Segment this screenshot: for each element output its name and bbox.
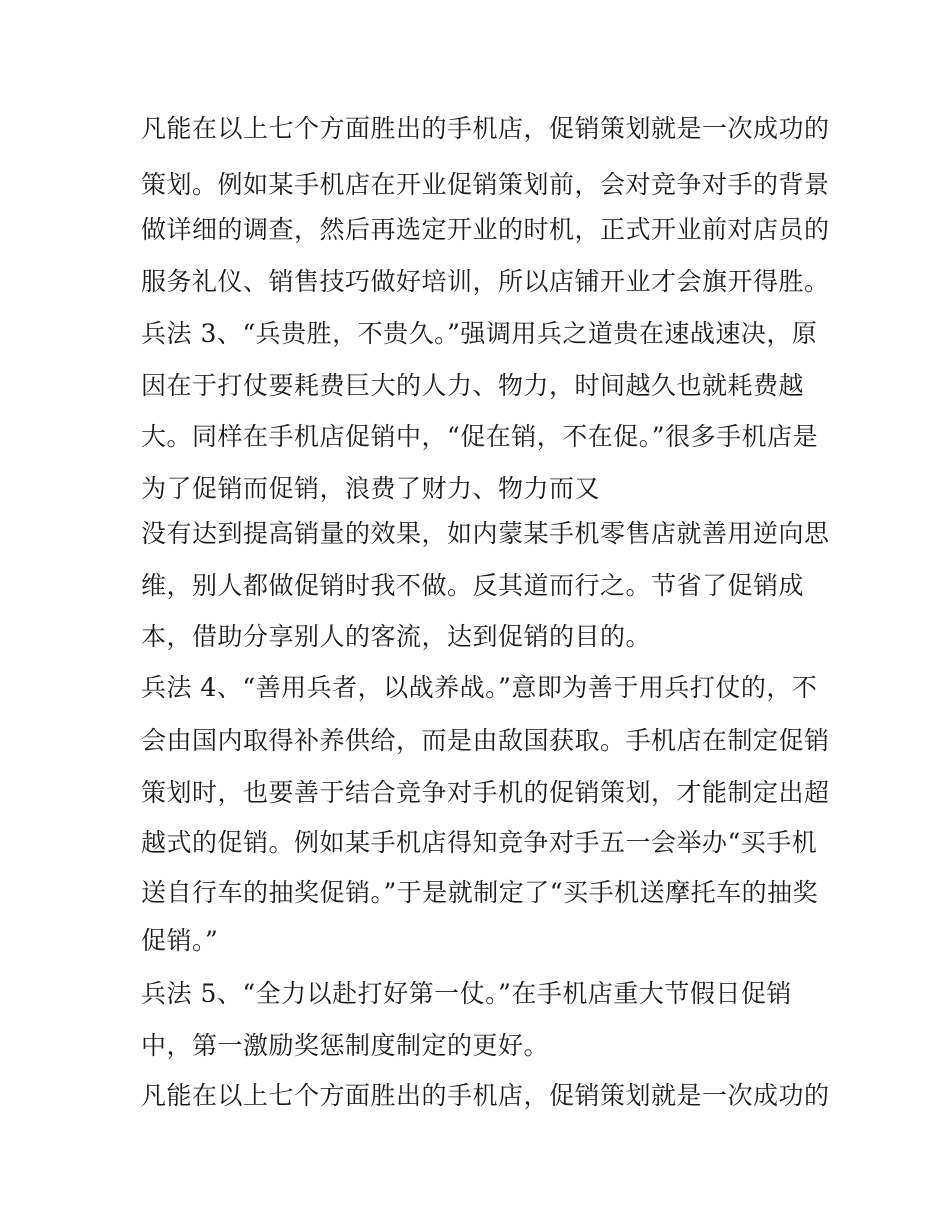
text-line: 大。同样在手机店促销中，“促在销，不在促。”很多手机店是	[141, 422, 819, 451]
text-line: 兵法 4、“善用兵者，以战养战。”意即为善于用兵打仗的，不	[141, 673, 818, 702]
text-line: 做详细的调查，然后再选定开业的时机，正式开业前对店员的	[141, 215, 830, 244]
text-line: 维，别人都做促销时我不做。反其道而行之。节省了促销成	[141, 571, 805, 600]
text-line: 促销。”	[141, 926, 219, 955]
text-line: 本，借助分享别人的客流，达到促销的目的。	[141, 622, 652, 651]
text-line: 会由国内取得补养供给，而是由敌国获取。手机店在制定促销	[141, 726, 830, 755]
text-line: 送自行车的抽奖促销。”于是就制定了“买手机送摩托车的抽奖	[141, 878, 819, 907]
text-line: 兵法 5、“全力以赴打好第一仗。”在手机店重大节假日促销	[141, 979, 792, 1008]
text-line: 凡能在以上七个方面胜出的手机店，促销策划就是一次成功的	[141, 114, 830, 143]
text-line: 为了促销而促销，浪费了财力、物力而又	[141, 474, 601, 503]
text-line: 兵法 3、“兵贵胜，不贵久。”强调用兵之道贵在速战速决，原	[141, 319, 818, 348]
text-line: 凡能在以上七个方面胜出的手机店，促销策划就是一次成功的	[141, 1081, 830, 1110]
text-line: 策划。例如某手机店在开业促销策划前，会对竞争对手的背景	[141, 170, 830, 199]
text-line: 没有达到提高销量的效果，如内蒙某手机零售店就善用逆向思	[141, 519, 830, 548]
text-line: 中，第一激励奖惩制度制定的更好。	[141, 1031, 550, 1060]
text-line: 策划时，也要善于结合竞争对手机的促销策划，才能制定出超	[141, 778, 830, 807]
text-line: 服务礼仪、销售技巧做好培训，所以店铺开业才会旗开得胜。	[141, 267, 830, 296]
text-line: 越式的促销。例如某手机店得知竞争对手五一会举办“买手机	[141, 828, 818, 857]
text-line: 因在于打仗要耗费巨大的人力、物力，时间越久也就耗费越	[141, 371, 805, 400]
